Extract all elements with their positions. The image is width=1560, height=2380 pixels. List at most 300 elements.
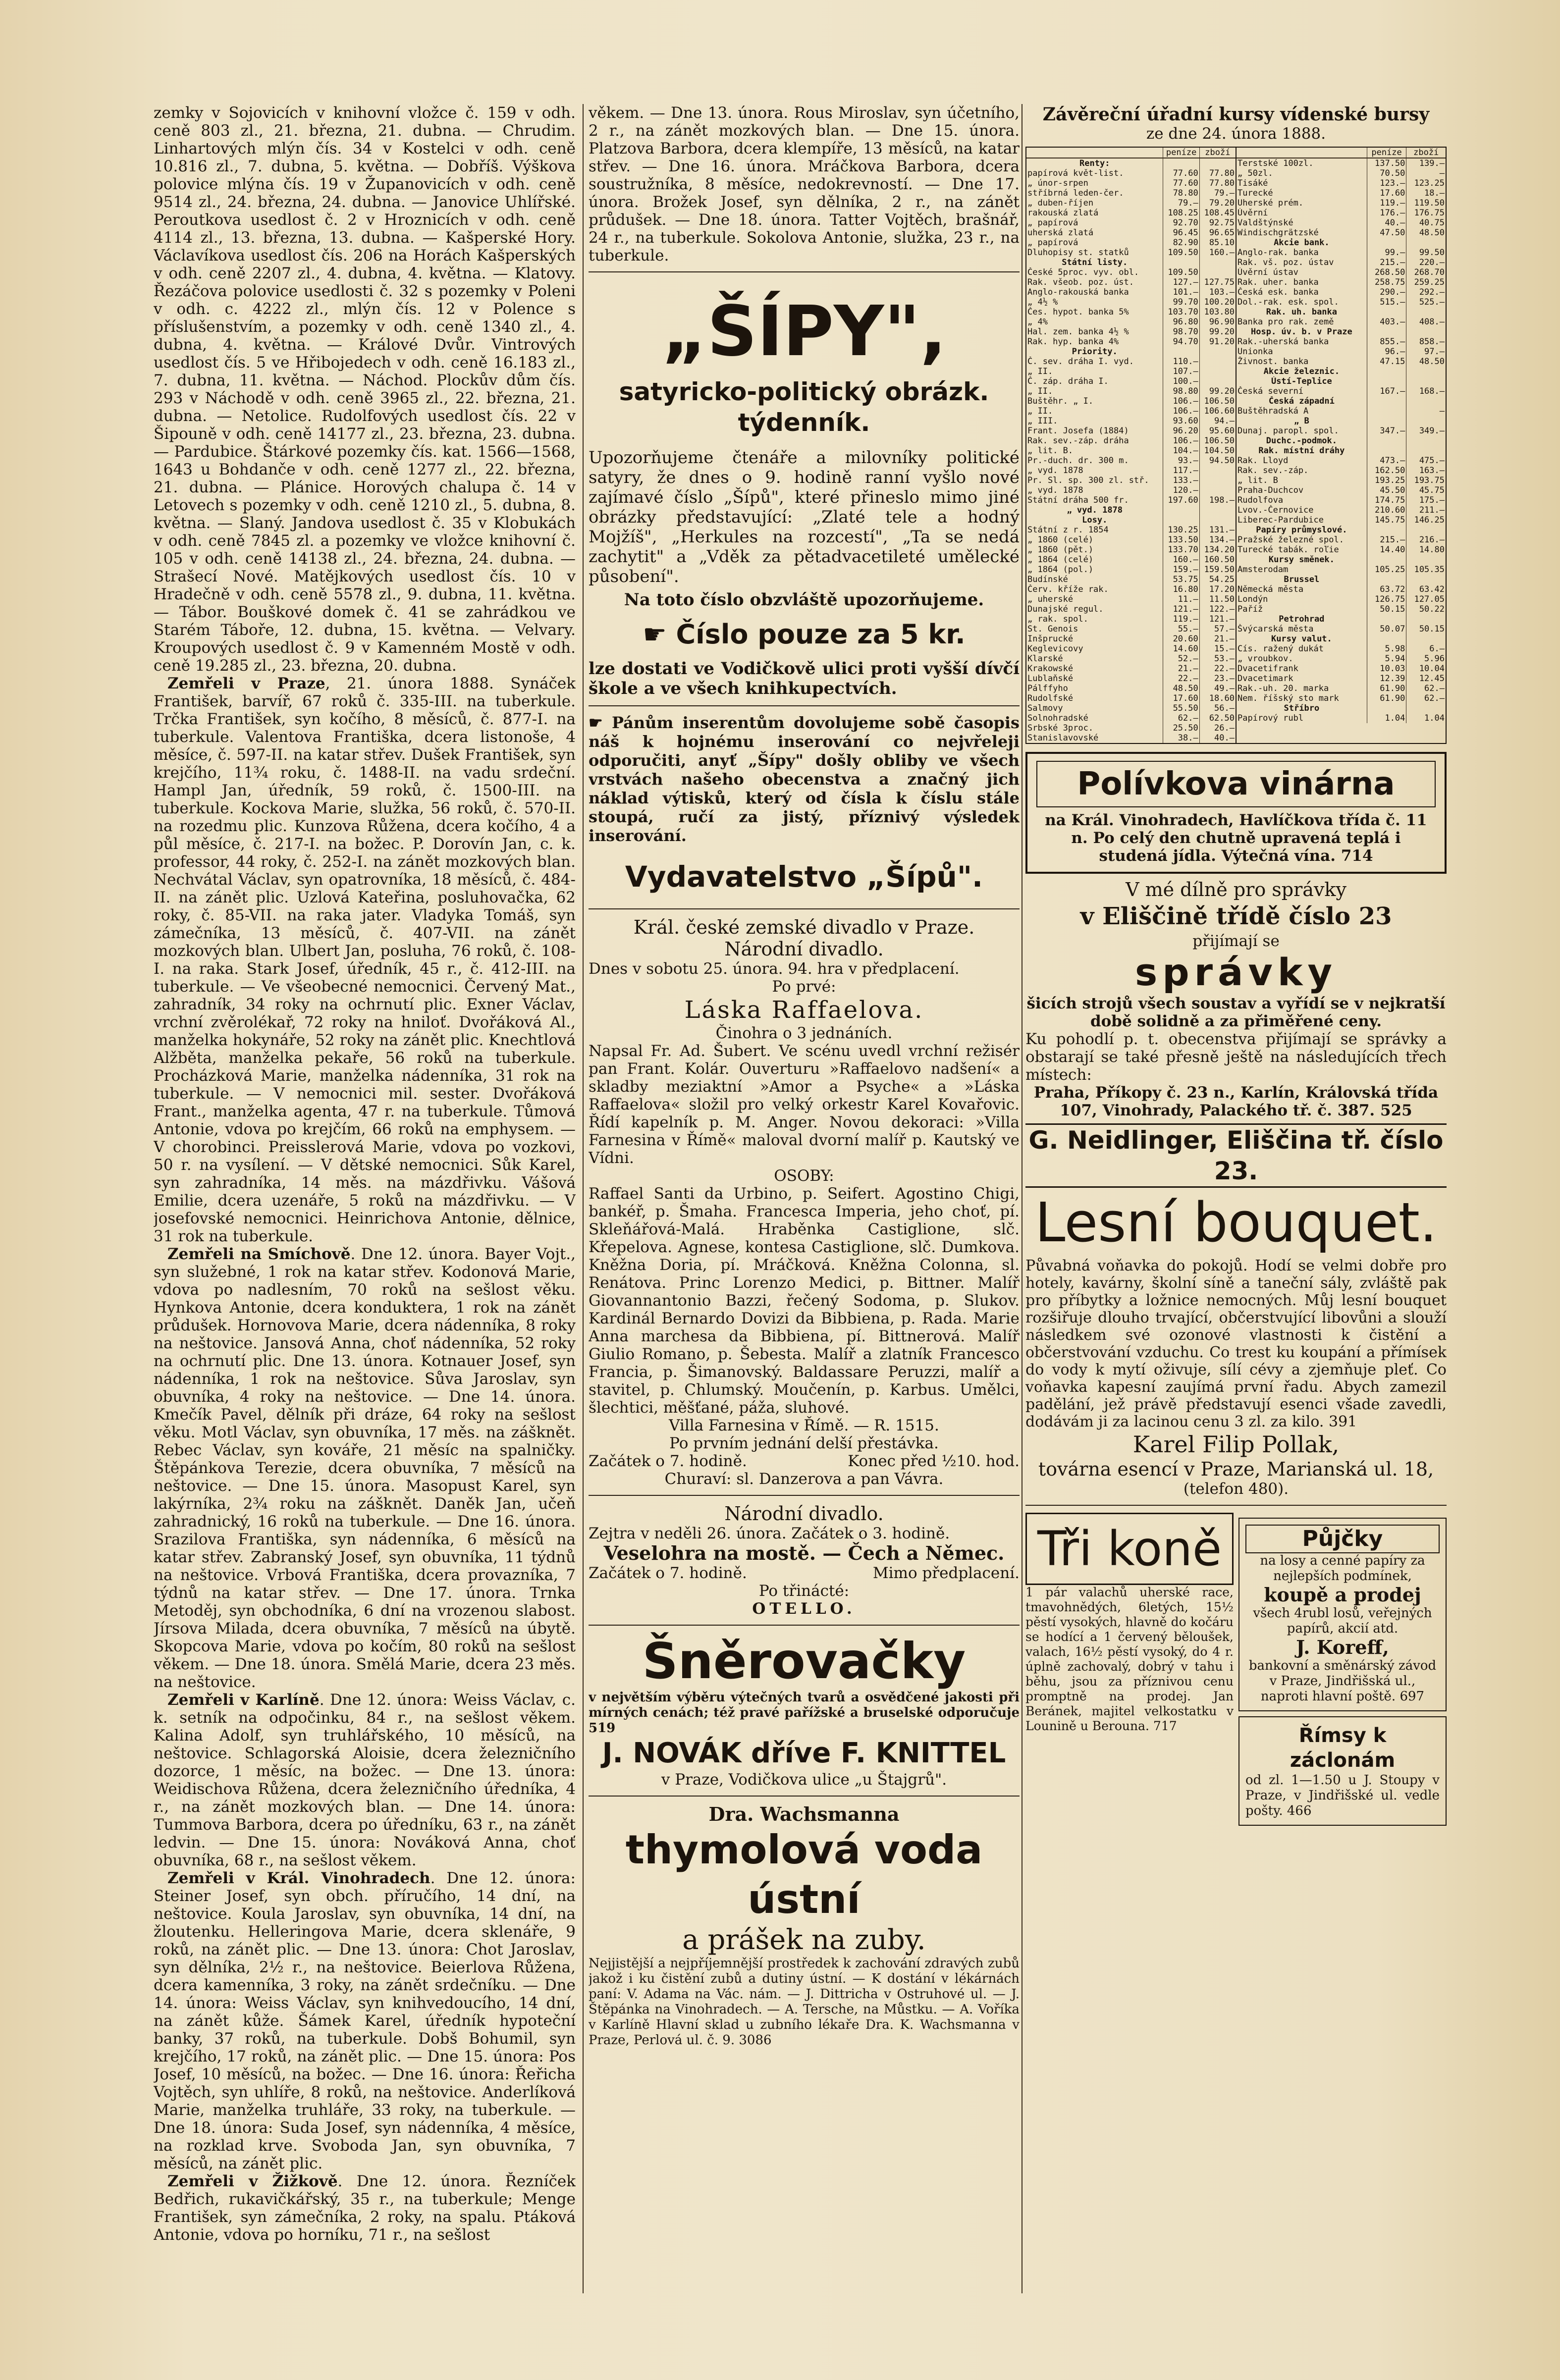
exchange-cell-zbo: 163.— (1406, 466, 1446, 476)
exchange-cell-name: Anglo-rak. banka (1237, 248, 1319, 258)
exchange-cell-name: Úvěrní (1237, 208, 1268, 218)
exchange-col-pen: peníze (1367, 148, 1406, 158)
exchange-row (1026, 337, 1236, 347)
exchange-row (1026, 367, 1236, 376)
exchange-cell-name: Lvov.-Černovice (1237, 505, 1314, 515)
exchange-row (1026, 674, 1236, 684)
exchange-cell-name: Turecké (1237, 188, 1273, 198)
exchange-row (1237, 713, 1446, 723)
exchange-cell-name: Rak.-uh. 20. marka (1237, 684, 1329, 693)
exchange-cell-pen: 17.60 (1163, 693, 1199, 703)
exchange-row (1026, 624, 1236, 634)
exchange-cell-name: „ papírová (1027, 238, 1078, 248)
exchange-cell-zbo: 123.25 (1406, 178, 1446, 188)
exchange-cell-name: „ lit. B. (1027, 446, 1074, 456)
bouquet-body: Půvabná voňavka do pokojů. Hodí se velmi dobře pro hotely, kavárny, školní síně a taneční sály, zvláště pak pro příbytky a ložnice nemocných. Můj lesní bouquet rozšiřuje dlouho trvající, občerstvující libovůni a slouží následkem své ozonové vlastnosti k čistění a občerstvování vzduchu. Co trest ku koupání a přímísek do vody k mytí oživuje, sílí cévy a zjemňuje pleť. Co voňavka kapesní zaujímá první řadu. Abych zamezil padělání, jež právě představují esenci všade zavedli, dodávám ji za lacinou cenu 3 zl. za kilo. (1025, 1257, 1447, 1430)
exchange-cell-name: Renty: (1079, 159, 1110, 168)
exchange-cell-name: Rak. uh. banka (1266, 307, 1338, 317)
exchange-cell-zbo: 103.80 (1199, 307, 1236, 317)
theatre-acts: Činohra o 3 jednáních. (715, 1024, 893, 1042)
exchange-cell-pen: 47.50 (1367, 228, 1406, 238)
spravky-text: šicích strojů všech soustav a vyřídí se v nejkratší době solidně a za přiměřené ceny. (1026, 995, 1446, 1030)
rimsy-title: Římsy k záclonám (1290, 1724, 1396, 1772)
exchange-cell-zbo: 99.50 (1406, 248, 1446, 258)
exchange-row (1237, 485, 1446, 495)
exchange-row (1026, 584, 1236, 594)
exchange-cell-zbo (1199, 347, 1236, 357)
trikone-title: Tři koně (1025, 1513, 1234, 1585)
exchange-cell-zbo: 1.04 (1406, 713, 1446, 723)
exchange-cell-name: Banka pro rak. země (1237, 317, 1334, 327)
exchange-cell-pen: 94.70 (1163, 337, 1199, 347)
exchange-row (1026, 456, 1236, 466)
exchange-cell-zbo (1199, 505, 1236, 515)
exchange-row (1237, 277, 1446, 287)
exchange-cell-name: Kursy směnek. (1268, 555, 1335, 565)
exchange-cell-zbo: 108.45 (1199, 208, 1236, 218)
exchange-cell-pen: 473.— (1367, 456, 1406, 466)
exchange-cell-zbo: 97.— (1406, 347, 1446, 357)
exchange-row (1237, 238, 1446, 248)
sipy-inserent-text: Pánům inserentům dovolujeme sobě časopis náš k hojnému inserování co nejvřeleji odporučiti, anyť „Šípy" došly obliby ve všech vrstvách našeho obecenstva a značný jich náklad výtisků, který od čísla k číslu stále stoupá, ručí za jistý, příznivý výsledek inserování. (589, 713, 1020, 845)
exchange-cell-pen (1163, 515, 1199, 525)
sipy-where: lze dostati ve Vodičkově ulici proti vyšší dívčí škole a ve všech knihkupectvích. (589, 659, 1020, 698)
exchange-row (1237, 684, 1446, 693)
exchange-cell-zbo (1199, 158, 1236, 168)
exchange-cell-zbo: 176.75 (1406, 208, 1446, 218)
snerovacky-title: Šněrovačky (642, 1632, 966, 1690)
exchange-cell-zbo: 40.— (1199, 733, 1236, 743)
exchange-cell-name: Krakowské (1027, 664, 1074, 674)
exchange-cell-zbo: 160.50 (1199, 555, 1236, 565)
exchange-row (1237, 228, 1446, 238)
sipy-title: „ŠÍPY", (661, 291, 947, 372)
deaths-zizkov-text: . Dne 12. února. Řezníček Bedřich, rukavičkářský, 35 r., na tuberkule; Menge František, syn zámečníka, 2 roky, na spalu. Ptáková Antonie, vdova po horníku, 71 r., na sešlost (154, 2172, 576, 2244)
exchange-cell-zbo (1199, 485, 1236, 495)
exchange-cell-pen: 77.60 (1163, 168, 1199, 178)
exchange-cell-zbo (1406, 416, 1446, 426)
exchange-row (1026, 297, 1236, 307)
exchange-cell-name: Unionka (1237, 347, 1273, 357)
exchange-cell-name: „ vyd. 1878 (1027, 466, 1083, 476)
exchange-cell-name: Duchc.-podmok. (1266, 436, 1338, 446)
exchange-cell-pen: 109.50 (1163, 267, 1199, 277)
exchange-cell-name: Dvacetifrank (1237, 664, 1298, 674)
pujcky-ad (1238, 1518, 1447, 1711)
divider (589, 1495, 1020, 1496)
exchange-row (1026, 198, 1236, 208)
exchange-row (1026, 446, 1236, 456)
exchange-cell-pen: 123.— (1367, 178, 1406, 188)
exchange-cell-zbo: 122.— (1199, 604, 1236, 614)
exchange-cell-zbo: 349.— (1406, 426, 1446, 436)
exchange-cell-pen: 104.— (1163, 446, 1199, 456)
exchange-cell-name: Státní z r. 1854 (1027, 525, 1109, 535)
column-left (154, 104, 576, 2293)
exchange-cell-name: Čes. hypot. banka 5% (1027, 307, 1129, 317)
sipy-price-text: Číslo pouze za 5 kr. (676, 619, 966, 650)
exchange-row (1237, 584, 1446, 594)
exchange-cell-name: Stříbro (1284, 703, 1320, 713)
exchange-row (1026, 495, 1236, 505)
exchange-cell-zbo: 193.75 (1406, 476, 1446, 485)
wachsmann-name: Dra. Wachsmanna (708, 1803, 900, 1825)
exchange-cell-name: Amsterodam (1237, 565, 1289, 575)
exchange-cell-name: Dunaj. paropl. spol. (1237, 426, 1339, 436)
exchange-row (1026, 277, 1236, 287)
exchange-cell-name: Česká západní (1268, 396, 1335, 406)
exchange-row (1026, 654, 1236, 664)
exchange-row (1237, 258, 1446, 267)
exchange-cell-name: Hal. zem. banka 4½ % (1027, 327, 1129, 337)
exchange-cell-pen: 22.— (1163, 674, 1199, 684)
exchange-cell-pen: 47.15 (1367, 357, 1406, 367)
polivka-text (1036, 811, 1436, 865)
exchange-row (1026, 357, 1236, 367)
exchange-cell-name: Státní listy. (1062, 258, 1128, 267)
sipy-text: Upozorňujeme čtenáře a milovníky politické satyry, že dnes o 9. hodině ranní vyšlo nové zajímavé číslo „Šípů", které přineslo mimo jiné obrázky představující: „Zlaté tele a hodný Mojžíš", „Herkules na rozcestí", „Ta se nedá zachytit" a „Vděk za pětadvacetileté umělecké působení". (589, 448, 1020, 586)
exchange-cell-name: Budínské (1027, 575, 1068, 584)
exchange-cell-pen: 130.25 (1163, 525, 1199, 535)
exchange-cell-pen: 99.70 (1163, 297, 1199, 307)
spravky-street: v Eliščině třídě číslo 23 (1080, 902, 1392, 930)
exchange-cell-pen: 403.— (1367, 317, 1406, 327)
exchange-row (1237, 188, 1446, 198)
exchange-row (1237, 466, 1446, 476)
exchange-cell-zbo: 139.— (1406, 158, 1446, 168)
theatre-churavi: Churaví: sl. Danzerova a pan Vávra. (664, 1470, 944, 1488)
exchange-row (1026, 545, 1236, 555)
exchange-row (1237, 416, 1446, 426)
exchange-cell-name: Ústí-Teplice (1271, 376, 1332, 386)
exchange-cell-zbo: 858.— (1406, 337, 1446, 347)
exchange-cell-pen: 79.— (1163, 198, 1199, 208)
exchange-cell-pen: 21.— (1163, 664, 1199, 674)
exchange-cell-pen: 167.— (1367, 386, 1406, 396)
exchange-cell-pen (1367, 307, 1406, 317)
exchange-cell-zbo (1406, 396, 1446, 406)
exchange-cell-pen (1163, 158, 1199, 168)
exchange-cell-pen: 347.— (1367, 426, 1406, 436)
exchange-cell-zbo (1406, 238, 1446, 248)
exchange-cell-name: papírová květ-list. (1027, 168, 1124, 178)
theatre-times (589, 1452, 1020, 1470)
exchange-cell-name: „ duben-říjen (1027, 198, 1094, 208)
exchange-cell-zbo (1406, 327, 1446, 337)
exchange-cell-name: Praha-Duchcov (1237, 485, 1304, 495)
bouquet-addr: továrna esencí v Praze, Marianská ul. 18, (1038, 1458, 1434, 1480)
exchange-cell-pen: 62.— (1163, 713, 1199, 723)
exchange-row (1026, 376, 1236, 386)
exchange-cell-name: „ 4½ % (1027, 297, 1058, 307)
exchange-cell-pen: 121.— (1163, 604, 1199, 614)
exchange-row (1237, 198, 1446, 208)
exchange-row (1026, 218, 1236, 228)
exchange-cell-name: Brussel (1284, 575, 1320, 584)
exchange-row (1237, 297, 1446, 307)
exchange-cell-name: Rudolfova (1237, 495, 1284, 505)
spravky-ad (1025, 879, 1447, 1188)
exchange-row (1237, 525, 1446, 535)
exchange-cell-name: Inšprucké (1027, 634, 1074, 644)
exchange-cell-zbo: 95.60 (1199, 426, 1236, 436)
trikone-ad (1025, 1513, 1234, 1831)
exchange-cell-name: Pražské železné spol. (1237, 535, 1344, 545)
exchange-cell-name: „ 50zl. (1237, 168, 1273, 178)
exchange-cell-pen (1367, 555, 1406, 565)
exchange-cell-name: Klarské (1027, 654, 1063, 664)
exchange-cell-zbo: 94.50 (1199, 456, 1236, 466)
exchange-cell-zbo (1406, 525, 1446, 535)
deaths-karlin (154, 1691, 576, 1869)
sipy-ad (589, 292, 1020, 897)
exchange-cell-name: Rak. sev.-záp. dráha (1027, 436, 1129, 446)
exchange-cell-name: Tisáké (1237, 178, 1268, 188)
spravky-title: správky (1134, 950, 1338, 994)
exchange-cell-name: Rak.-uherská banka (1237, 337, 1329, 347)
theatre-times2 (589, 1564, 1020, 1582)
pujcky-text3 (1245, 1658, 1440, 1704)
exchange-cell-zbo: 100.20 (1199, 297, 1236, 307)
deaths-zizkov-heading: Zemřeli v Žižkově (167, 2172, 338, 2190)
exchange-cell-name: Akcie železnic. (1263, 367, 1340, 376)
exchange-cell-zbo (1406, 307, 1446, 317)
exchange-cell-name: „ lit. B (1237, 476, 1278, 485)
exchange-cell-name: „ 1860 (celé) (1027, 535, 1094, 545)
deaths-smichov-heading: Zemřeli na Smíchově (167, 1245, 351, 1263)
deaths-karlin-text: . Dne 12. února: Weiss Václav, c. k. setník na odpočinku, 84 r., na sešlost věkem. Kalina Adolf, syn truhlářského, 10 měsíců, na neštovice. Schlagorská Aloisie, dcera železničního dozorce, 1 měsíc, na božec. — Dne 13. února: Weidischova Růžena, dcera železničního úředníka, 4 r., na zánět mozkových blan. — Dne 14. února: Tummova Barbora, dcera po úředníku, 63 r., na zánět ledvin. — Dne 15. února: Nováková Anna, choť obuvníka, 68 r., na sešlost věkem. (154, 1691, 576, 1869)
exchange-row (1237, 267, 1446, 277)
exchange-cell-pen: 98.80 (1163, 386, 1199, 396)
exchange-cell-name: Paříž (1237, 604, 1263, 614)
exchange-cell-pen (1367, 376, 1406, 386)
exchange-row (1237, 693, 1446, 703)
trikone-body: 1 pár valachů uherské race, tmavohnědých, 6letých, 15½ pěstí vysokých, hlavně do kočáru se hodící a 1 červený běloušek, valach, 16½ pěstí vysoký, do 4 r. úplně zachovalý, dobrý v tahu i běhu, jsou za příznivou cenu promptně na prodej. Jan Beránek, majitel velkostatku v Lounině u Berouna. (1025, 1585, 1234, 1733)
exchange-cell-name: Petrohrad (1279, 614, 1325, 624)
exchange-cell-zbo: 127.75 (1199, 277, 1236, 287)
theatre-program (589, 916, 1020, 1618)
exchange-cell-pen (1163, 258, 1199, 267)
exchange-cell-pen: 78.80 (1163, 188, 1199, 198)
bouquet-num: 391 (1329, 1413, 1357, 1430)
exchange-cell-pen (1367, 575, 1406, 584)
exchange-row (1026, 168, 1236, 178)
exchange-cell-pen (1367, 436, 1406, 446)
exchange-row (1237, 208, 1446, 218)
exchange-row (1026, 723, 1236, 733)
exchange-cell-zbo: 48.50 (1406, 228, 1446, 238)
exchange-row (1026, 396, 1236, 406)
exchange-cell-zbo: 104.50 (1199, 446, 1236, 456)
exchange-cell-pen: 12.39 (1367, 674, 1406, 684)
exchange-cell-pen (1367, 703, 1406, 713)
exchange-cell-zbo: 18.— (1406, 188, 1446, 198)
exchange-cell-pen: 20.60 (1163, 634, 1199, 644)
exchange-cell-zbo: 106.50 (1199, 436, 1236, 446)
exchange-cell-name: Keglevicovy (1027, 644, 1083, 654)
exchange-cell-pen: 159.— (1163, 565, 1199, 575)
spravky-places-text: Praha, Příkopy č. 23 n., Karlín, Královská třída 107, Vinohrady, Palackého tř. č. 387. (1033, 1084, 1439, 1119)
exchange-cell-pen: 215.— (1367, 258, 1406, 267)
exchange-cell-zbo: 525.— (1406, 297, 1446, 307)
deaths-smichov (154, 1245, 576, 1691)
theatre-place: Villa Farnesina v Římě. — R. 1515. (669, 1417, 939, 1434)
exchange-cell-pen: 5.98 (1367, 644, 1406, 654)
exchange-cell-zbo (1406, 703, 1446, 713)
exchange-cell-name: „ papírová (1027, 218, 1078, 228)
exchange-cell-name: „ II. (1027, 406, 1053, 416)
exchange-cell-name: České 5proc. vyv. obl. (1027, 267, 1139, 277)
snerovacky-addr: v Praze, Vodičkova ulice „u Štajgrů". (661, 1771, 947, 1789)
spravky-places (1025, 1084, 1447, 1119)
exchange-cell-name: „ 1864 (pol.) (1027, 565, 1094, 575)
exchange-row (1237, 307, 1446, 317)
exchange-cell-name: Priority. (1072, 347, 1118, 357)
exchange-row (1026, 158, 1236, 168)
exchange-cell-name: Hosp. úv. b. v Praze (1251, 327, 1352, 337)
exchange-cell-pen: 119.— (1367, 198, 1406, 208)
exchange-cell-zbo: 134.— (1199, 535, 1236, 545)
exchange-cell-pen: 96.45 (1163, 228, 1199, 238)
divider (589, 1796, 1020, 1797)
exchange-cell-name: „ III. (1027, 416, 1058, 426)
theatre-play2: Veselohra na mostě. — Čech a Němec. (603, 1542, 1005, 1564)
exchange-cell-pen (1367, 327, 1406, 337)
exchange-cell-pen: 108.25 (1163, 208, 1199, 218)
theatre-poprve: Po třinácté: (758, 1582, 850, 1600)
deaths-smichov-text: . Dne 12. února. Bayer Vojt., syn služebné, 1 rok na katar střev. Kodonová Marie, vdova po nadlesním, 70 roků na sešlost věku. Hynkova Antonie, dcera konduktera, 1 rok na zánět průdušek. Hornovova Marie, dcera nádenníka, 8 roky na neštovice. Jansová Anna, choť nádenníka, 52 roky na ochrnutí plic. Dne 13. února. Kotnauer Josef, syn nádenníka, 1 rok na neštovice. Sůva Jaroslav, syn obuvníka, 4 roky na neštovice. — Dne 14. února. Kmečík Pavel, dělník při dráze, 64 roky na sešlost věku. Motl Václav, syn obuvníka, 17 měs. na zášknět. Rebec Václav, syn kováře, 21 měsíc na spalničky. Štěpánkova Terezie, dcera obuvníka, 7 měsíců na neštovice. — Dne 15. února. Masopust Karel, syn lakýrníka, 2¾ roku na zášknět. Daněk Jan, učeň zahradnický, 16 roků na tuberkule. — Dne 16. února. Srazilova Františka, syn nádenníka, 6 měsíců na katar střev. Zabranský Josef, syn obuvníka, 11 týdnů na neštovice. Vrbová Františka, dcera provazníka, 7 týdnů na katar střev. — Dne 17. února. Trnka Metoděj, syn obchodníka, 6 dní na vrozenou slabost. Jírsova Milada, dcera obuvníka, 7 měsíců na úbytě. Skopcova Marie, vdova po kočím, 80 roků na sešlost věkem. — Dne 18. února. Smělá Marie, dcera 23 měs. na neštovice. (154, 1245, 576, 1691)
exchange-cell-pen (1367, 446, 1406, 456)
exchange-cell-name: Státní dráha 500 fr. (1027, 495, 1129, 505)
bouquet-ad (1025, 1188, 1447, 1498)
exchange-cell-pen: 133.70 (1163, 545, 1199, 555)
exchange-cell-zbo (1406, 555, 1446, 565)
exchange-cell-name: Dluhopisy st. statků (1027, 248, 1129, 258)
exchange-cell-pen: 98.70 (1163, 327, 1199, 337)
exchange-row (1026, 406, 1236, 416)
snerovacky-body: v největším výběru výtečných tvarů a osvědčené jakosti při mírných cenách; též pravé pařížské a bruselské odporučuje (589, 1690, 1020, 1720)
exchange-row (1237, 168, 1446, 178)
deaths-zizkov (154, 2172, 576, 2244)
exchange-row (1026, 594, 1236, 604)
exchange-row (1237, 476, 1446, 485)
sipy-inserent (589, 713, 1020, 845)
snerovacky-num: 519 (589, 1721, 616, 1736)
exchange-row (1237, 654, 1446, 664)
exchange-cell-zbo: 53.— (1199, 654, 1236, 664)
sipy-subtitle: satyricko-politický obrázk. týdenník. (619, 377, 989, 437)
exchange-cell-zbo: 6.— (1406, 644, 1446, 654)
exchange-cell-zbo: 408.— (1406, 317, 1446, 327)
exchange-row (1237, 565, 1446, 575)
exchange-cell-zbo: 106.60 (1199, 406, 1236, 416)
exchange-cell-pen: 210.60 (1367, 505, 1406, 515)
exchange-cell-name: stříbrná leden-čer. (1027, 188, 1124, 198)
exchange-row (1237, 604, 1446, 614)
exchange-cell-name: Červ. kříže rak. (1027, 584, 1109, 594)
exchange-cell-zbo: — (1406, 168, 1446, 178)
exchange-row (1237, 386, 1446, 396)
exchange-row (1237, 218, 1446, 228)
exchange-cell-pen: 126.75 (1367, 594, 1406, 604)
divider (589, 705, 1020, 706)
exchange-col-zbo: zboží (1406, 148, 1446, 158)
exchange-cell-pen: 11.— (1163, 594, 1199, 604)
exchange-cell-pen (1367, 614, 1406, 624)
exchange-cell-zbo: 160.— (1199, 248, 1236, 258)
exchange-cell-name: „ II. (1027, 386, 1053, 396)
exchange-row (1237, 396, 1446, 406)
theatre-sub2: Národní divadlo. (724, 1503, 884, 1525)
exchange-cell-pen: 197.60 (1163, 495, 1199, 505)
exchange-cell-zbo: 106.50 (1199, 396, 1236, 406)
exchange-cell-zbo (1406, 634, 1446, 644)
exchange-cell-name: Salmovy (1027, 703, 1063, 713)
exchange-cell-name: Pálffyho (1027, 684, 1068, 693)
exchange-cell-zbo: 5.96 (1406, 654, 1446, 664)
exchange-cell-pen: 50.07 (1367, 624, 1406, 634)
exchange-cell-zbo: 259.25 (1406, 277, 1446, 287)
exchange-cell-name: „ únor-srpen (1027, 178, 1088, 188)
exchange-cell-name: Londýn (1237, 594, 1268, 604)
exchange-row (1237, 575, 1446, 584)
snerovacky-text (589, 1690, 1020, 1736)
exchange-cell-zbo: 48.50 (1406, 357, 1446, 367)
exchange-row (1026, 188, 1236, 198)
exchange-row (1026, 347, 1236, 357)
exchange-row (1237, 446, 1446, 456)
exchange-cell-zbo: 134.20 (1199, 545, 1236, 555)
exchange-row (1026, 436, 1236, 446)
exchange-cell-name: Solnohradské (1027, 713, 1088, 723)
exchange-cell-zbo: 62.— (1406, 684, 1446, 693)
exchange-cell-pen: 93.60 (1163, 416, 1199, 426)
exchange-cell-zbo: 99.20 (1199, 386, 1236, 396)
exchange-cell-zbo (1199, 267, 1236, 277)
exchange-row (1237, 555, 1446, 565)
exchange-cell-name: Cís. ražený dukát (1237, 644, 1324, 654)
exchange-cell-name: Anglo-rakouská banka (1027, 287, 1129, 297)
pujcky-title: Půjčky (1245, 1525, 1440, 1553)
exchange-cell-name: „ vyd. 1878 (1067, 505, 1123, 515)
exchange-row (1026, 208, 1236, 218)
exchange-cell-pen (1367, 367, 1406, 376)
exchange-cell-pen: 106.— (1163, 436, 1199, 446)
exchange-cell-pen: 268.50 (1367, 267, 1406, 277)
exchange-cell-zbo: 475.— (1406, 456, 1446, 466)
exchange-row (1237, 703, 1446, 713)
exchange-cell-zbo: 127.05 (1406, 594, 1446, 604)
exchange-row (1237, 634, 1446, 644)
exchange-row (1237, 674, 1446, 684)
theatre-osoby-label: OSOBY: (774, 1167, 834, 1185)
exchange-row (1026, 416, 1236, 426)
theatre-otello: OTELLO. (752, 1600, 856, 1618)
exchange-cell-pen (1367, 525, 1406, 535)
exchange-cell-name: Pr.-duch. dr. 300 m. (1027, 456, 1129, 466)
exchange-cell-name: Živnost. banka (1237, 357, 1309, 367)
exchange-cell-name: Losy. (1082, 515, 1108, 525)
exchange-cell-pen: 38.— (1163, 733, 1199, 743)
exchange-row (1026, 565, 1236, 575)
exchange-cell-pen: 14.60 (1163, 644, 1199, 654)
exchange-cell-name: Frant. Josefa (1884) (1027, 426, 1129, 436)
exchange-cell-zbo: — (1406, 406, 1446, 416)
exchange-cell-pen: 100.— (1163, 376, 1199, 386)
rimsy-body: od zl. 1—1.50 u J. Stoupy v Praze, v Jindřišské ul. vedle pošty. (1245, 1773, 1440, 1818)
exchange-cell-pen: 48.50 (1163, 684, 1199, 693)
exchange-cell-name: Buštěhr. „ I. (1027, 396, 1094, 406)
